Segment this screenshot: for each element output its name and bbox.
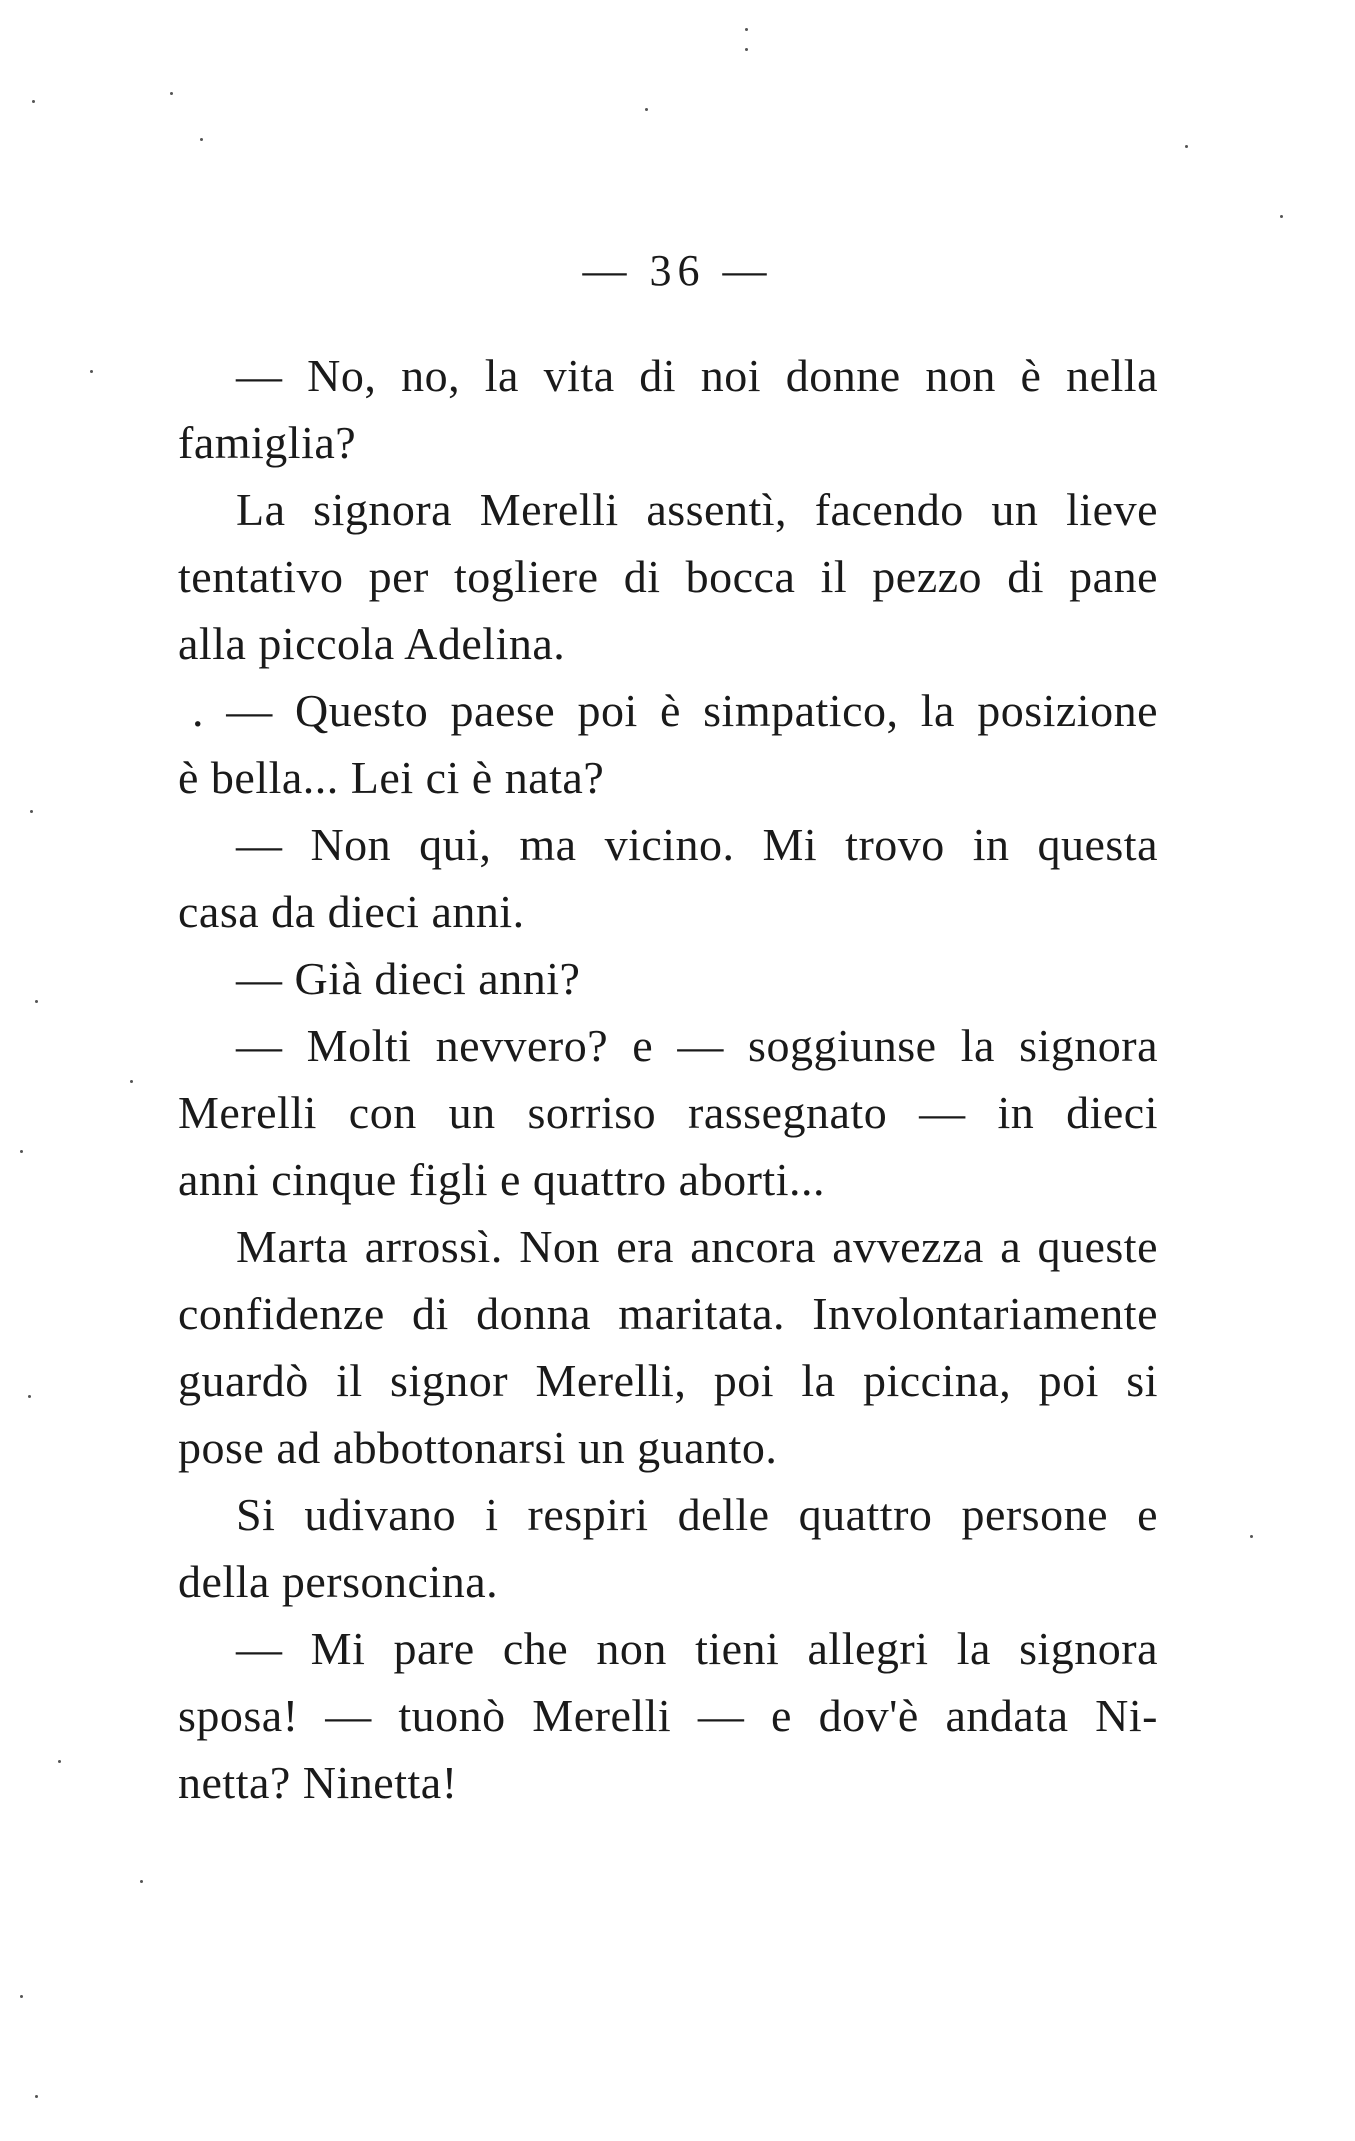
- scan-speck: [35, 2095, 38, 2098]
- text-line: Merelli con un sorriso rassegnato — in dieci: [178, 1087, 1158, 1138]
- scan-speck: [745, 48, 748, 51]
- text-line: . — Questo paese poi è simpatico, la posizione: [192, 685, 1158, 736]
- text-line: famiglia?: [178, 417, 357, 468]
- scan-speck: [28, 1395, 31, 1398]
- text-line: pose ad abbottonarsi un guanto.: [178, 1422, 778, 1473]
- text-line: casa da dieci anni.: [178, 886, 525, 937]
- scan-speck: [58, 1760, 61, 1763]
- scan-speck: [1185, 145, 1188, 148]
- scan-speck: [200, 138, 203, 141]
- text-line: guardò il signor Merelli, poi la piccina, poi si: [178, 1355, 1158, 1406]
- text-line: Marta arrossì. Non era ancora avvezza a queste: [236, 1221, 1158, 1272]
- scan-speck: [745, 28, 748, 31]
- scan-speck: [35, 1000, 38, 1003]
- text-line: confidenze di donna maritata. Involontariamente: [178, 1288, 1158, 1339]
- scan-speck: [20, 1995, 23, 1998]
- scan-speck: [170, 92, 173, 95]
- text-line: — Non qui, ma vicino. Mi trovo in questa: [236, 819, 1158, 870]
- text-line: — Già dieci anni?: [236, 953, 581, 1004]
- text-line: La signora Merelli assentì, facendo un lieve: [236, 484, 1158, 535]
- text-line: anni cinque figli e quattro aborti...: [178, 1154, 825, 1205]
- scan-speck: [130, 1080, 133, 1083]
- page-number: — 36 —: [582, 246, 773, 295]
- body-text: [178, 342, 1158, 1816]
- scan-speck: [20, 1150, 23, 1153]
- text-line: — Molti nevvero? e — soggiunse la signora: [236, 1020, 1158, 1071]
- scan-speck: [1250, 1535, 1253, 1538]
- text-line: della personcina.: [178, 1556, 499, 1607]
- text-line: netta? Ninetta!: [178, 1757, 458, 1808]
- text-line: è bella... Lei ci è nata?: [178, 752, 605, 803]
- scan-speck: [1280, 215, 1283, 218]
- text-line: Si udivano i respiri delle quattro persone e: [236, 1489, 1158, 1540]
- scan-speck: [90, 370, 93, 373]
- text-line: — Mi pare che non tieni allegri la signora: [236, 1623, 1158, 1674]
- text-line: sposa! — tuonò Merelli — e dov'è andata Ni-: [178, 1690, 1158, 1741]
- scan-speck: [30, 810, 33, 813]
- scan-speck: [140, 1880, 143, 1883]
- text-line: tentativo per togliere di bocca il pezzo di pane: [178, 551, 1158, 602]
- scan-speck: [32, 100, 35, 103]
- text-line: — No, no, la vita di noi donne non è nella: [236, 350, 1158, 401]
- scan-speck: [645, 108, 648, 111]
- text-line: alla piccola Adelina.: [178, 618, 566, 669]
